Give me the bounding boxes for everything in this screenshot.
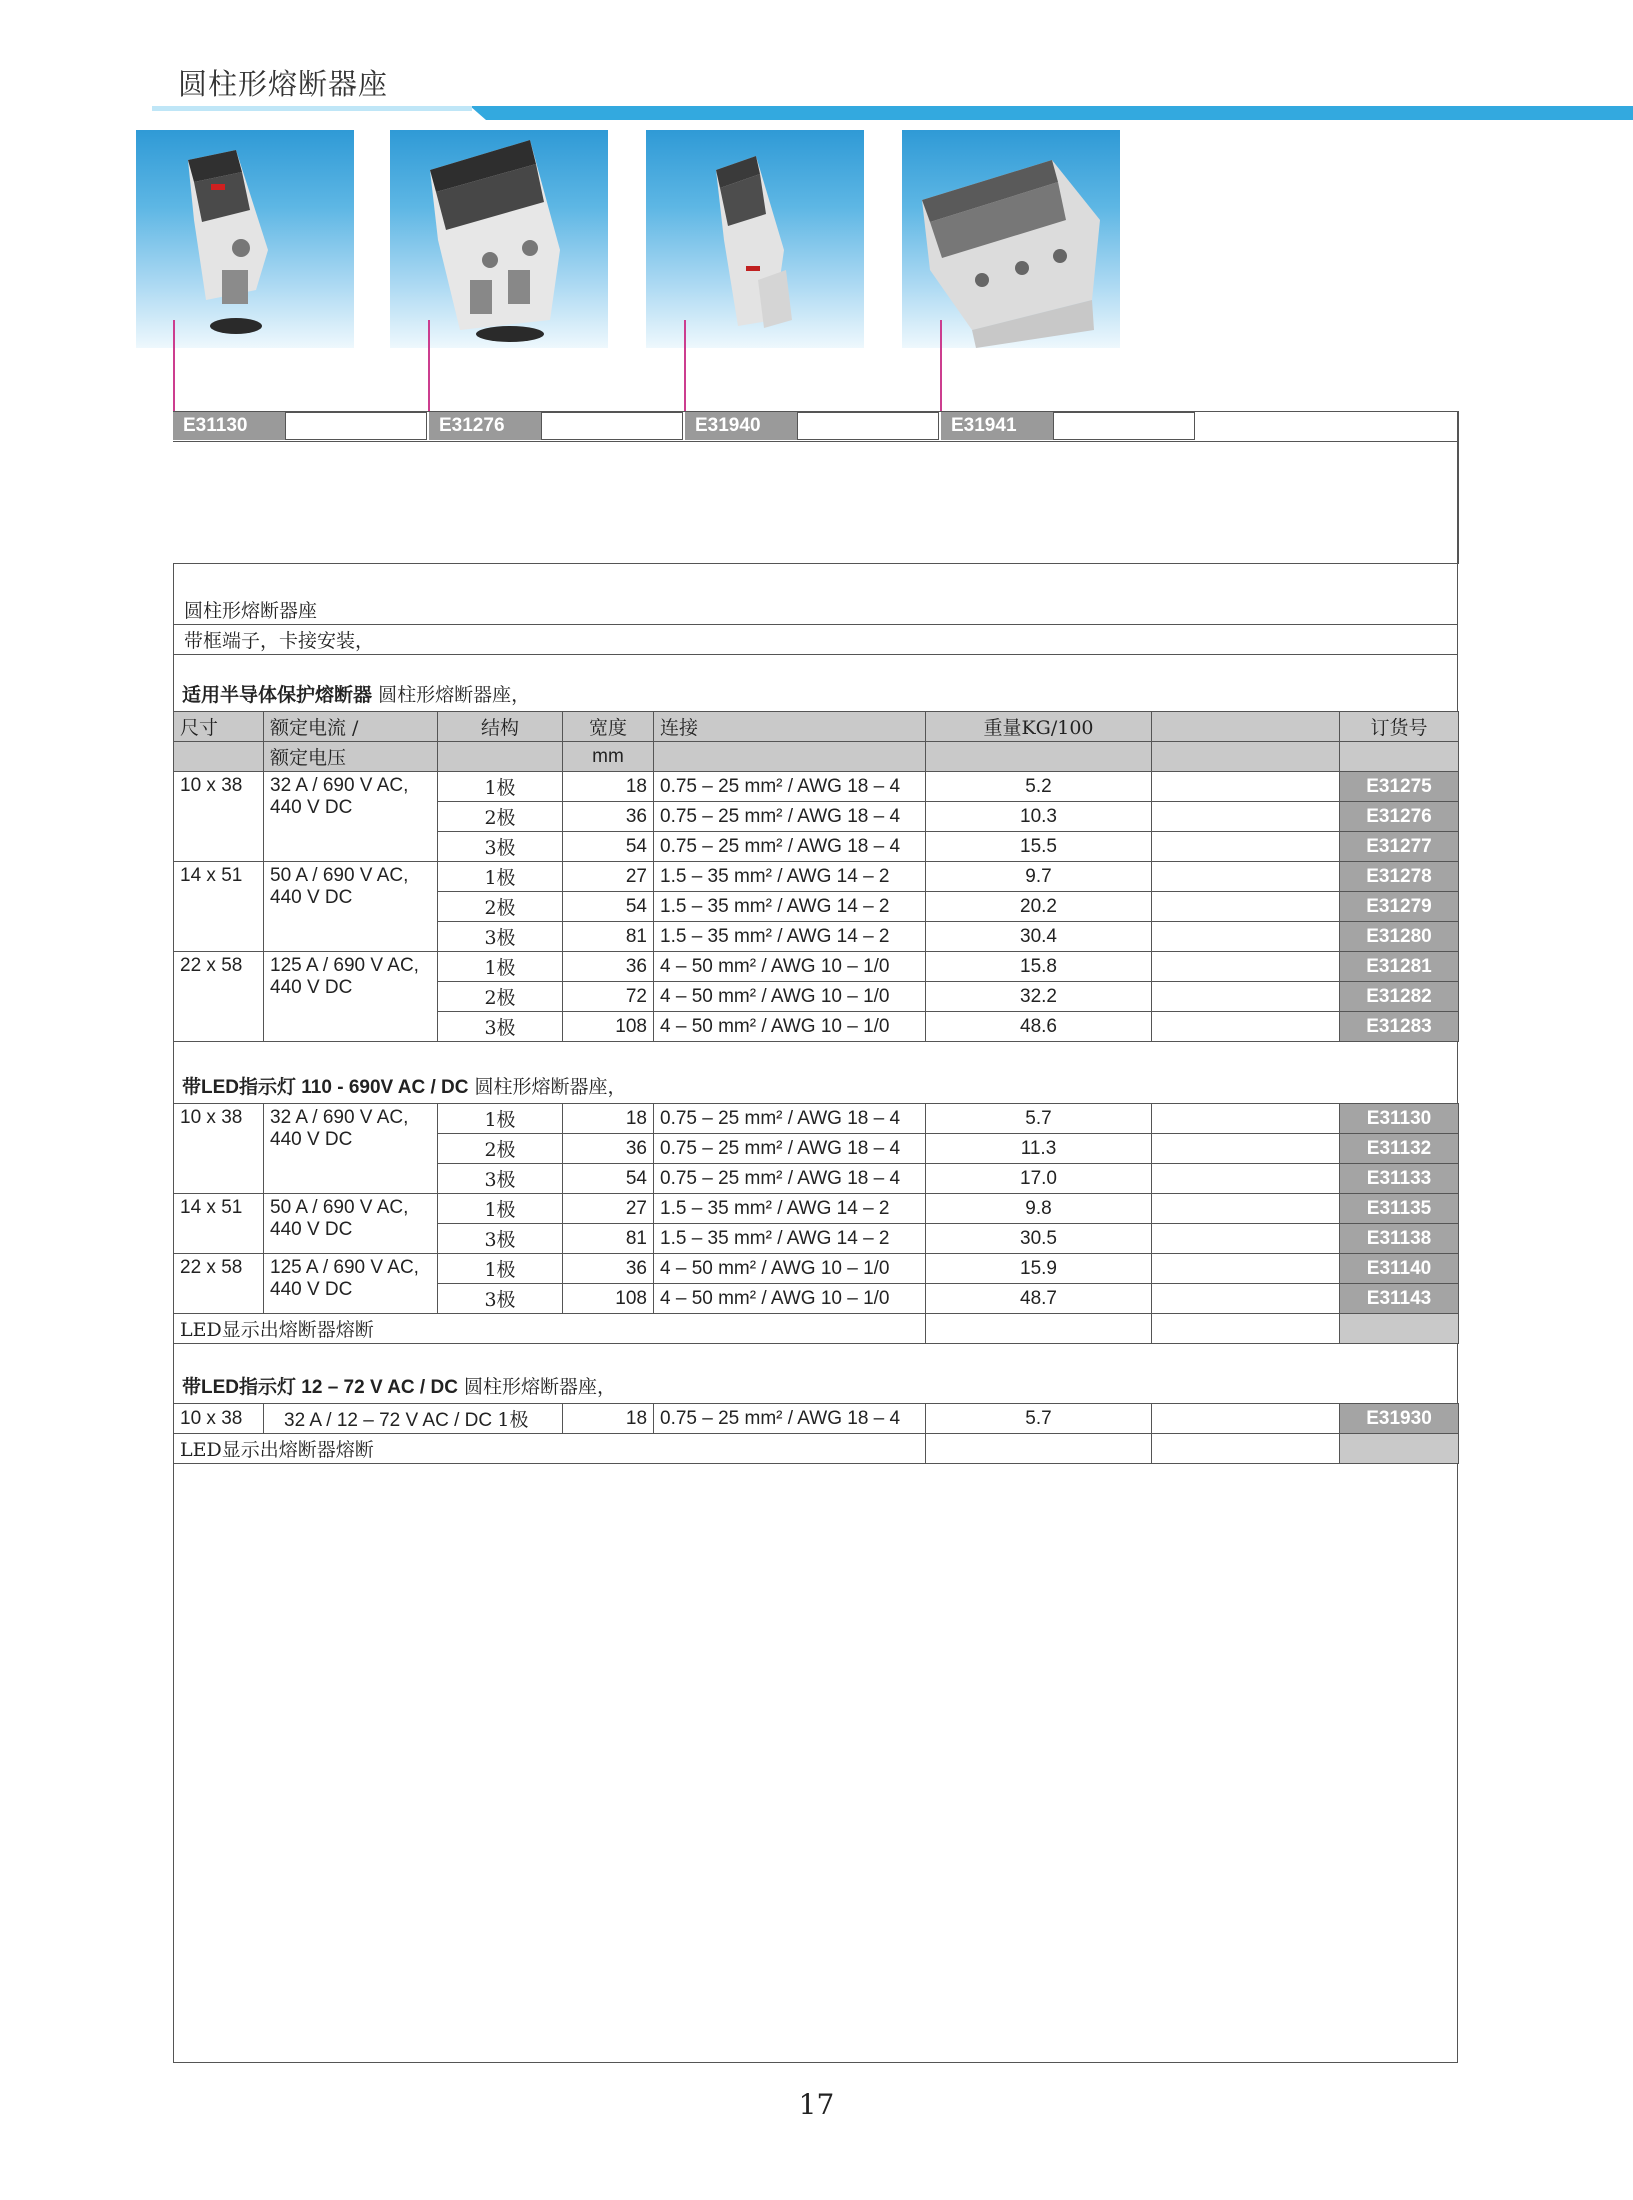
header-weight: 重量KG/100 <box>926 712 1152 742</box>
table-row <box>174 1254 1459 1284</box>
cell-order-number: E31135 <box>1340 1194 1459 1224</box>
cell-connection: 1.5 – 35 mm² / AWG 14 – 2 <box>654 862 926 892</box>
spec-table-led-12-72 <box>173 1403 1459 1464</box>
leader-line <box>428 320 430 412</box>
rating-line-2: 440 V DC <box>270 1219 353 1240</box>
cell-weight: 15.8 <box>926 952 1152 982</box>
page-title: 圆柱形熔断器座 <box>178 67 389 101</box>
cell-size: 14 x 51 <box>174 1194 264 1254</box>
cell-order-number: E31132 <box>1340 1134 1459 1164</box>
cell-weight: 9.8 <box>926 1194 1152 1224</box>
divider <box>1457 411 1459 564</box>
table-row <box>174 1404 1459 1434</box>
cell-note: LED显示出熔断器熔断 <box>174 1314 926 1344</box>
cell-size: 10 x 38 <box>174 1104 264 1194</box>
photo-code-box <box>1053 412 1195 440</box>
cell-connection: 4 – 50 mm² / AWG 10 – 1/0 <box>654 952 926 982</box>
cell-width: 18 <box>563 772 654 802</box>
cell-connection: 0.75 – 25 mm² / AWG 18 – 4 <box>654 1134 926 1164</box>
cell-connection: 1.5 – 35 mm² / AWG 14 – 2 <box>654 922 926 952</box>
cell-rating <box>264 1194 438 1254</box>
header-width: 宽度 <box>563 712 654 742</box>
product-photo-3pole-led <box>902 130 1120 348</box>
cell-width: 36 <box>563 952 654 982</box>
product-photo-2pole <box>390 130 608 348</box>
section-title-led-110-690 <box>182 1072 627 1099</box>
page-number: 17 <box>798 2088 835 2121</box>
section-title-bold: 带LED指示灯 110 - 690V AC / DC <box>182 1077 469 1098</box>
header-width-unit: mm <box>563 742 654 772</box>
header-rating-2: 额定电压 <box>264 742 438 772</box>
cell-blank <box>1152 982 1340 1012</box>
cell-order-number: E31275 <box>1340 772 1459 802</box>
cell-poles: 3极 <box>438 1012 563 1042</box>
rating-line-1: 32 A / 690 V AC, <box>270 1107 409 1128</box>
cell-weight: 11.3 <box>926 1134 1152 1164</box>
header-order-no: 订货号 <box>1340 712 1459 742</box>
cell-order-number: E31276 <box>1340 802 1459 832</box>
cell-size: 14 x 51 <box>174 862 264 952</box>
cell-size: 10 x 38 <box>174 1404 264 1434</box>
cell-blank <box>1152 802 1340 832</box>
cell-connection: 0.75 – 25 mm² / AWG 18 – 4 <box>654 832 926 862</box>
cell-order-number: E31281 <box>1340 952 1459 982</box>
cell-weight: 32.2 <box>926 982 1152 1012</box>
header-connection: 连接 <box>654 712 926 742</box>
table-header-row <box>174 742 1459 772</box>
cell-poles: 1极 <box>438 1254 563 1284</box>
photo-code-label: E31941 <box>941 412 1053 440</box>
cell-connection: 0.75 – 25 mm² / AWG 18 – 4 <box>654 1164 926 1194</box>
leader-line <box>940 320 942 412</box>
section-title-bold: 适用半导体保护熔断器 <box>182 685 373 706</box>
cell-width: 18 <box>563 1404 654 1434</box>
cell-blank <box>1152 1254 1340 1284</box>
cell-size: 22 x 58 <box>174 1254 264 1314</box>
cell-connection: 1.5 – 35 mm² / AWG 14 – 2 <box>654 1194 926 1224</box>
cell-blank <box>1152 1434 1340 1464</box>
cell-blank <box>1152 1314 1340 1344</box>
cell-blank <box>1152 832 1340 862</box>
cell-blank <box>1152 862 1340 892</box>
cell-poles: 3极 <box>438 832 563 862</box>
cell-order-number: E31282 <box>1340 982 1459 1012</box>
cell-blank <box>1152 1104 1340 1134</box>
spec-table-led-110-690 <box>173 1103 1459 1344</box>
cell-poles: 2极 <box>438 802 563 832</box>
header-size: 尺寸 <box>174 712 264 742</box>
cell-poles: 3极 <box>438 922 563 952</box>
section-title-led-12-72 <box>182 1372 616 1399</box>
cell-poles: 1极 <box>438 862 563 892</box>
cell-order-number: E31133 <box>1340 1164 1459 1194</box>
cell-weight: 5.2 <box>926 772 1152 802</box>
cell-width: 27 <box>563 862 654 892</box>
cell-rating: 32 A / 12 – 72 V AC / DC <box>284 1410 493 1431</box>
cell-poles: 1极 <box>438 772 563 802</box>
header-blank <box>174 742 264 772</box>
cell-width: 81 <box>563 1224 654 1254</box>
cell-width: 54 <box>563 832 654 862</box>
cell-width: 108 <box>563 1284 654 1314</box>
header-blank <box>1152 742 1340 772</box>
cell-width: 18 <box>563 1104 654 1134</box>
cell-order-number: E31279 <box>1340 892 1459 922</box>
cell-blank <box>1152 952 1340 982</box>
cell-weight: 20.2 <box>926 892 1152 922</box>
cell-poles: 3极 <box>438 1224 563 1254</box>
cell-connection: 0.75 – 25 mm² / AWG 18 – 4 <box>654 802 926 832</box>
photo-code-box <box>285 412 427 440</box>
cell-size: 10 x 38 <box>174 772 264 862</box>
cell-connection: 1.5 – 35 mm² / AWG 14 – 2 <box>654 892 926 922</box>
cell-connection: 4 – 50 mm² / AWG 10 – 1/0 <box>654 1284 926 1314</box>
section-title-rest: 圆柱形熔断器座， <box>474 1076 627 1098</box>
cell-rating <box>264 862 438 952</box>
cell-width: 36 <box>563 1134 654 1164</box>
cell-poles: 3极 <box>438 1284 563 1314</box>
cell-order-number: E31930 <box>1340 1404 1459 1434</box>
table-header-row <box>174 712 1459 742</box>
cell-rating <box>264 952 438 1042</box>
cell-rating <box>264 1254 438 1314</box>
section-title-rest: 圆柱形熔断器座， <box>378 684 531 706</box>
photo-code-box <box>541 412 683 440</box>
divider <box>173 654 1458 655</box>
section-title-bold: 带LED指示灯 12 – 72 V AC / DC <box>182 1377 458 1398</box>
cell-blank <box>1152 922 1340 952</box>
cell-blank <box>1152 1404 1340 1434</box>
rating-line-2: 440 V DC <box>270 1279 353 1300</box>
cell-connection: 4 – 50 mm² / AWG 10 – 1/0 <box>654 1012 926 1042</box>
cell-blank <box>1340 1314 1459 1344</box>
cell-width: 54 <box>563 892 654 922</box>
cell-poles: 1极 <box>497 1409 529 1431</box>
cell-weight: 5.7 <box>926 1104 1152 1134</box>
intro-line-1: 圆柱形熔断器座 <box>184 600 318 622</box>
cell-weight: 48.6 <box>926 1012 1152 1042</box>
cell-order-number: E31130 <box>1340 1104 1459 1134</box>
cell-order-number: E31277 <box>1340 832 1459 862</box>
cell-width: 27 <box>563 1194 654 1224</box>
leader-line <box>173 320 175 412</box>
cell-blank <box>1152 1194 1340 1224</box>
rating-line-1: 50 A / 690 V AC, <box>270 865 409 886</box>
header-structure: 结构 <box>438 712 563 742</box>
photo-code-label: E31940 <box>685 412 797 440</box>
cell-weight: 17.0 <box>926 1164 1152 1194</box>
divider <box>173 624 1458 625</box>
cell-poles: 1极 <box>438 952 563 982</box>
rating-line-1: 50 A / 690 V AC, <box>270 1197 409 1218</box>
cell-poles: 2极 <box>438 1134 563 1164</box>
rating-line-1: 32 A / 690 V AC, <box>270 775 409 796</box>
cell-width: 81 <box>563 922 654 952</box>
table-note-row <box>174 1434 1459 1464</box>
header-blank <box>438 742 563 772</box>
cell-blank <box>926 1434 1152 1464</box>
photo-code-label: E31276 <box>429 412 541 440</box>
cell-connection: 1.5 – 35 mm² / AWG 14 – 2 <box>654 1224 926 1254</box>
rating-line-2: 440 V DC <box>270 797 353 818</box>
cell-blank <box>1340 1434 1459 1464</box>
photo-code-box <box>797 412 939 440</box>
header-accent-bar <box>152 106 1633 120</box>
header-blank <box>654 742 926 772</box>
cell-blank <box>926 1314 1152 1344</box>
rating-line-1: 125 A / 690 V AC, <box>270 955 419 976</box>
cell-weight: 30.4 <box>926 922 1152 952</box>
cell-blank <box>1152 1284 1340 1314</box>
table-row <box>174 862 1459 892</box>
rating-line-2: 440 V DC <box>270 887 353 908</box>
cell-connection: 4 – 50 mm² / AWG 10 – 1/0 <box>654 982 926 1012</box>
table-row <box>174 1104 1459 1134</box>
cell-order-number: E31280 <box>1340 922 1459 952</box>
cell-weight: 10.3 <box>926 802 1152 832</box>
rating-line-2: 440 V DC <box>270 1129 353 1150</box>
cell-rating <box>264 772 438 862</box>
cell-rating-poles <box>264 1404 563 1434</box>
cell-connection: 0.75 – 25 mm² / AWG 18 – 4 <box>654 1104 926 1134</box>
divider <box>173 441 1458 442</box>
product-photo-1pole-led <box>646 130 864 348</box>
cell-blank <box>1152 1224 1340 1254</box>
header-blank <box>1152 712 1340 742</box>
cell-width: 108 <box>563 1012 654 1042</box>
header-blank <box>926 742 1152 772</box>
cell-weight: 15.5 <box>926 832 1152 862</box>
cell-weight: 15.9 <box>926 1254 1152 1284</box>
cell-blank <box>1152 772 1340 802</box>
cell-weight: 5.7 <box>926 1404 1152 1434</box>
cell-order-number: E31278 <box>1340 862 1459 892</box>
cell-order-number: E31283 <box>1340 1012 1459 1042</box>
cell-poles: 1极 <box>438 1194 563 1224</box>
cell-weight: 30.5 <box>926 1224 1152 1254</box>
cell-order-number: E31143 <box>1340 1284 1459 1314</box>
section-title-semiconductor <box>182 680 530 707</box>
leader-line <box>684 320 686 412</box>
section-title-rest: 圆柱形熔断器座， <box>463 1376 616 1398</box>
cell-order-number: E31138 <box>1340 1224 1459 1254</box>
cell-rating <box>264 1104 438 1194</box>
cell-connection: 0.75 – 25 mm² / AWG 18 – 4 <box>654 1404 926 1434</box>
intro-line-2: 带框端子，卡接安装， <box>184 630 375 652</box>
rating-line-2: 440 V DC <box>270 977 353 998</box>
cell-connection: 4 – 50 mm² / AWG 10 – 1/0 <box>654 1254 926 1284</box>
table-note-row <box>174 1314 1459 1344</box>
table-row <box>174 772 1459 802</box>
spec-table-semiconductor <box>173 711 1459 1042</box>
header-rating: 额定电流 / <box>264 712 438 742</box>
cell-poles: 3极 <box>438 1164 563 1194</box>
cell-width: 72 <box>563 982 654 1012</box>
rating-line-1: 125 A / 690 V AC, <box>270 1257 419 1278</box>
cell-blank <box>1152 1134 1340 1164</box>
cell-connection: 0.75 – 25 mm² / AWG 18 – 4 <box>654 772 926 802</box>
cell-weight: 48.7 <box>926 1284 1152 1314</box>
header-blank <box>1340 742 1459 772</box>
cell-poles: 2极 <box>438 982 563 1012</box>
cell-poles: 1极 <box>438 1104 563 1134</box>
product-photo-1pole <box>136 130 354 348</box>
cell-blank <box>1152 1012 1340 1042</box>
cell-poles: 2极 <box>438 892 563 922</box>
cell-weight: 9.7 <box>926 862 1152 892</box>
cell-width: 36 <box>563 1254 654 1284</box>
cell-size: 22 x 58 <box>174 952 264 1042</box>
cell-note: LED显示出熔断器熔断 <box>174 1434 926 1464</box>
photo-code-label: E31130 <box>173 412 285 440</box>
cell-blank <box>1152 1164 1340 1194</box>
table-row <box>174 1194 1459 1224</box>
cell-order-number: E31140 <box>1340 1254 1459 1284</box>
cell-width: 36 <box>563 802 654 832</box>
table-row <box>174 952 1459 982</box>
cell-width: 54 <box>563 1164 654 1194</box>
cell-blank <box>1152 892 1340 922</box>
